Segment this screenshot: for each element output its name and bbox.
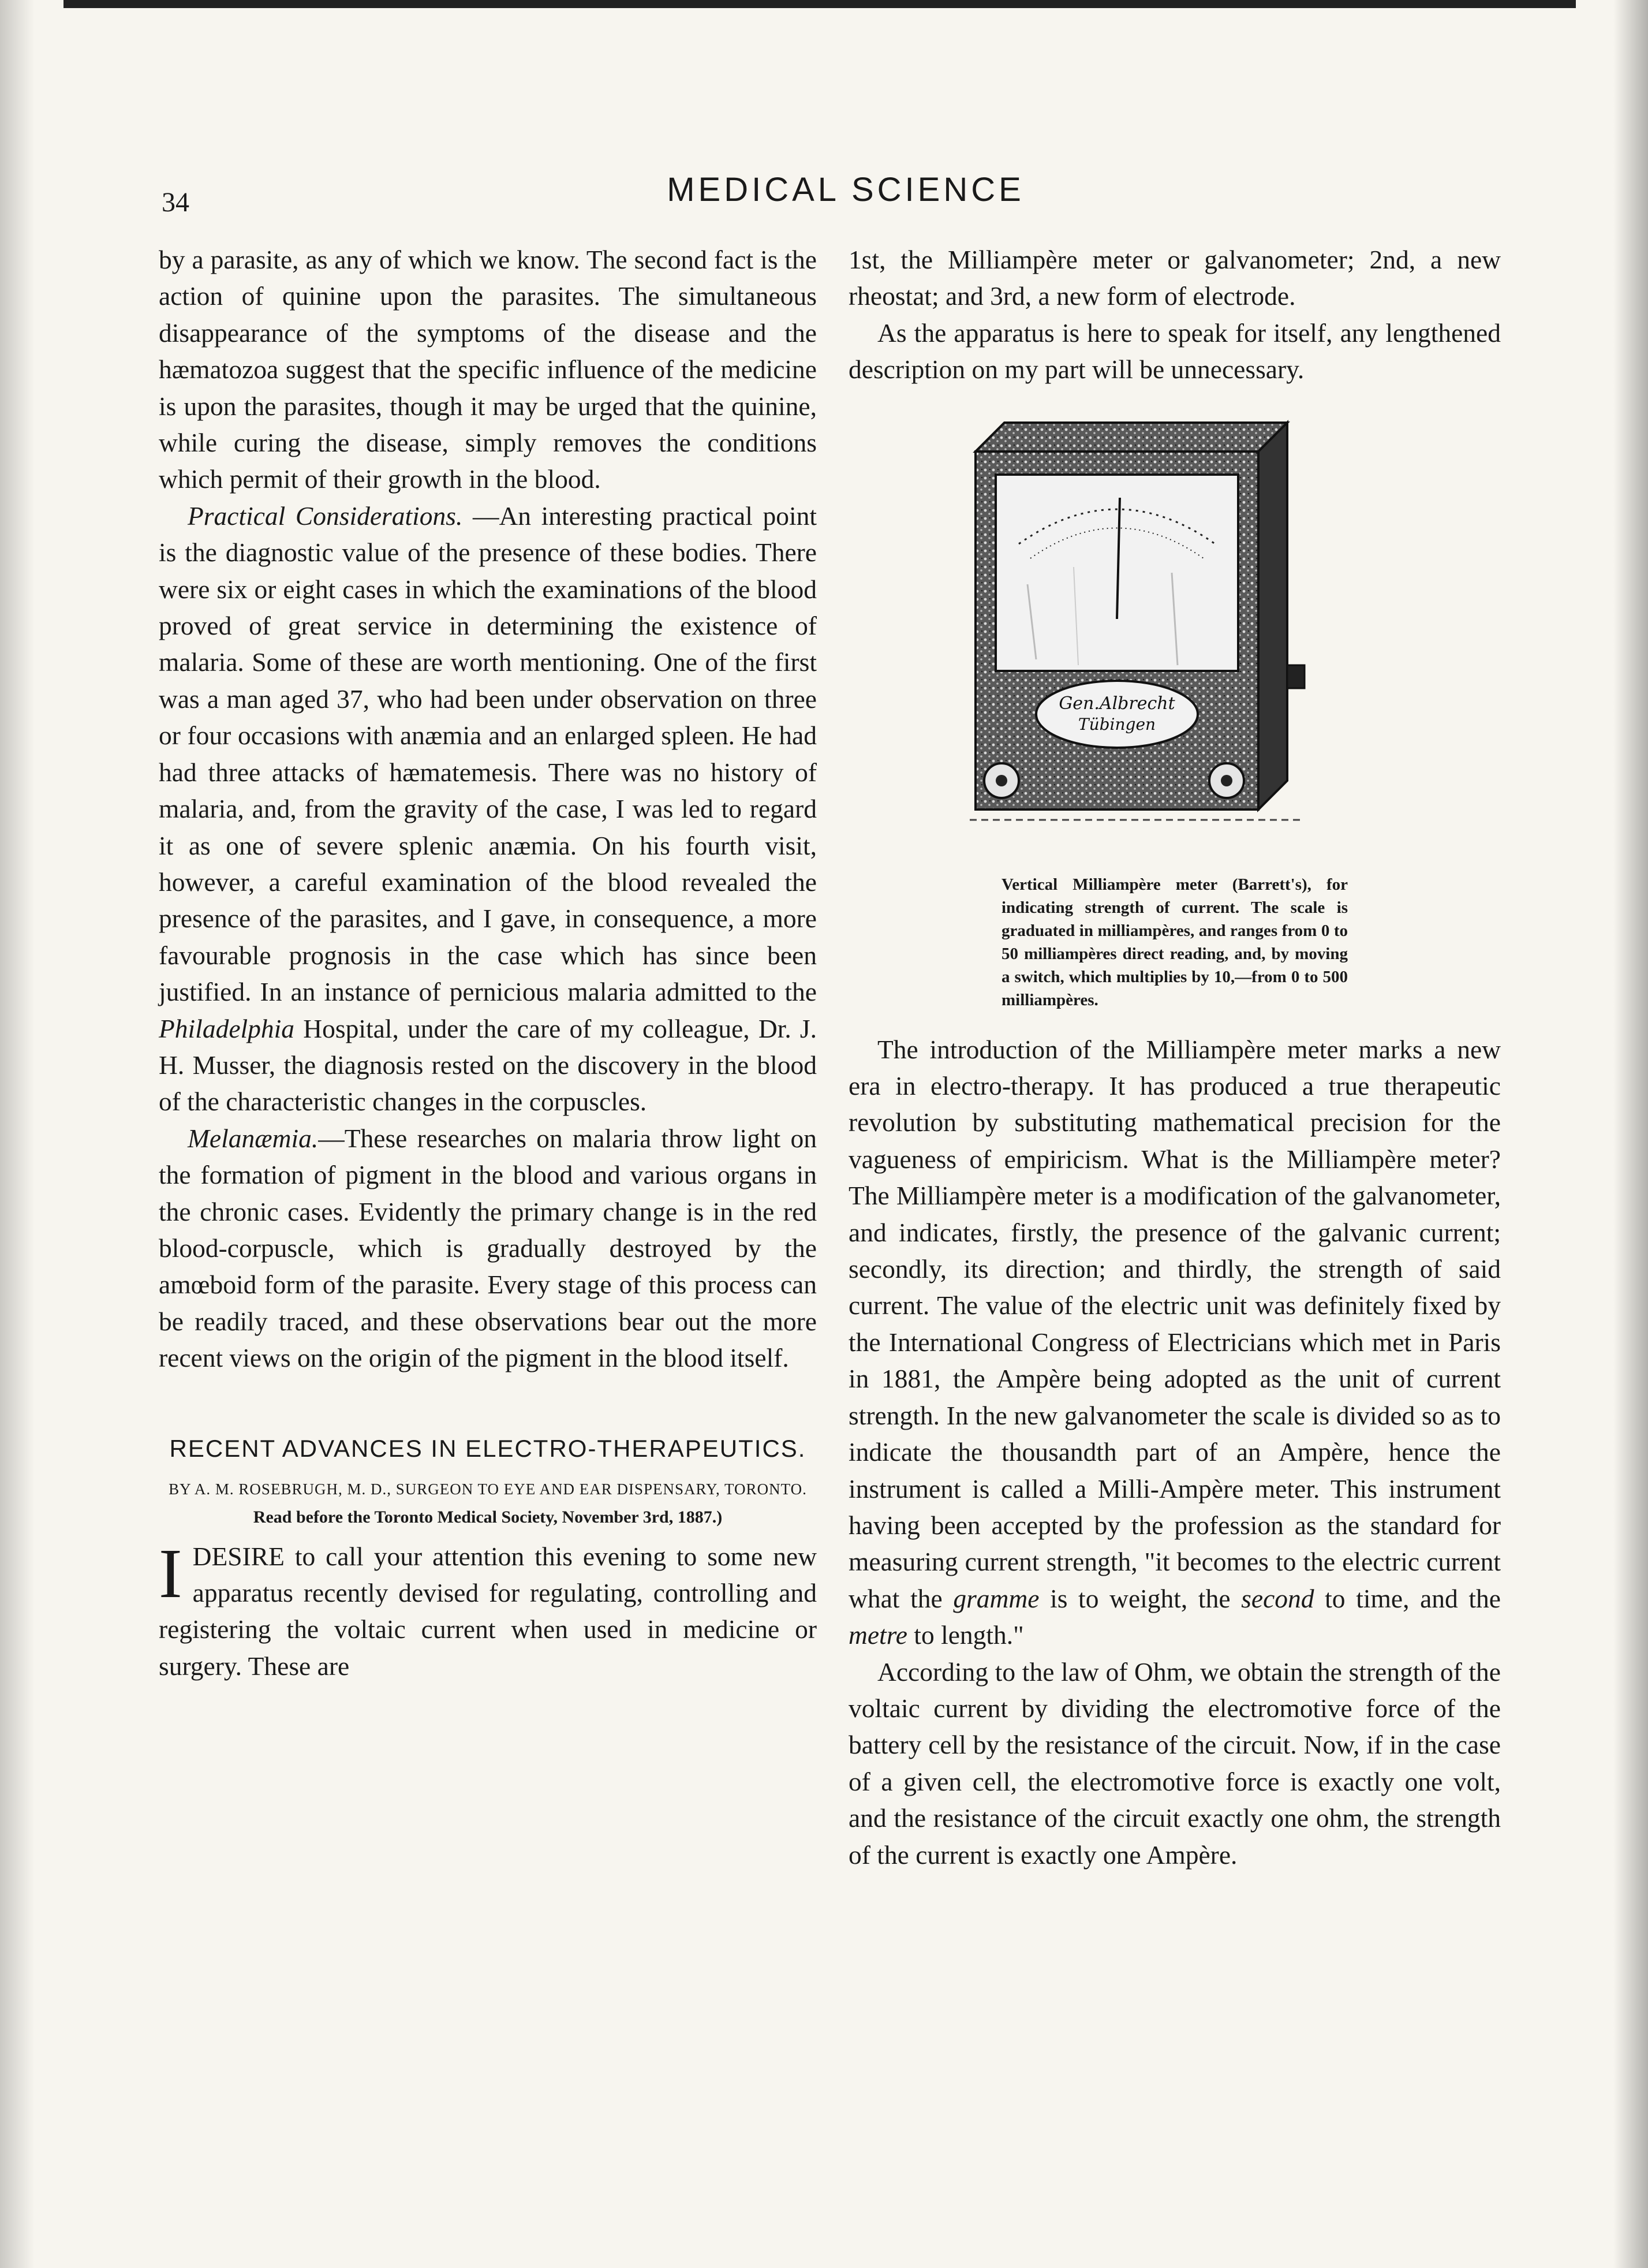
- paragraph-ohms-law: According to the law of Ohm, we obtain the strength of the voltaic current by dividing the electromotive force of the battery cell by the resistance of the circuit. Now, if in the case of a given cell, the electromotive force is exactly one volt, and the resistance of the circuit exactly one ohm, the strength of the current is exactly one Ampère.: [849, 1657, 1501, 1870]
- paragraph-practical-considerations: [159, 498, 817, 1120]
- article-intro: [159, 1534, 817, 1685]
- figure-caption: Vertical Milliampère meter (Barrett's), for indicating strength of current. The scale is graduated in milliampères, and ranges from 0 to 50 milliampères direct reading, and, by moving a switch, which multiplies by 10,—from 0 to 500 milliampères.: [1001, 875, 1348, 1009]
- milliampere-text-d: to length.": [907, 1620, 1024, 1650]
- read-before-note: Read before the Toronto Medical Society, November 3rd, 1887.): [253, 1507, 723, 1527]
- right-page-edge-shadow: [1613, 0, 1648, 2268]
- milliampere-text-b: is to weight, the: [1039, 1583, 1242, 1613]
- practical-end: Hospital, under the care of my colleague, Dr. J. H. Musser, the diagnosis rested on the discovery in the blood of the characteristic changes in the corpuscles.: [159, 1013, 817, 1117]
- article-byline: BY A. M. ROSEBRUGH, M. D., SURGEON TO EYE AND EAR DISPENSARY, TORONTO.: [169, 1480, 807, 1498]
- paragraph-parasite-conclusion: by a parasite, as any of which we know. The second fact is the action of quinine upon the parasites. The simultaneous disappearance of the symptoms of the disease and the hæmatozoa suggest that the specific influence of the medicine is upon the parasites, though it may be urged that the quinine, while curing the disease, simply removes the conditions which permit of their growth in the blood.: [159, 245, 817, 494]
- milliampere-meter-illustration: [935, 411, 1420, 861]
- intro-text: DESIRE to call your attention this evening to some new apparatus recently devised for regulating, controlling and registering the voltaic current when used in medicine or surgery. These are: [159, 1541, 817, 1681]
- right-column: [849, 241, 1501, 1873]
- word-second: second: [1241, 1583, 1314, 1613]
- dial-maker-line-1: Gen.Albrecht: [1059, 693, 1175, 714]
- page-header: [156, 170, 1535, 217]
- practical-body: —An interesting practical point is the diagnostic value of the presence of these bodies. There were six or eight cases in which the examinations of the blood proved of great service in determining the existence of malaria. Some of these are worth mentioning. One of the first was a man aged 37, who had been under observation on three or four occasions with anæmia and an enlarged spleen. He had had three attacks of hæmatemesis. There was no history of malaria, and, from the gravity of the case, I was led to regard it as one of severe splenic anæmia. On his fourth visit, however, a careful examination of the blood revealed the presence of the parasites, and I gave, in consequence, a more favourable prognosis in the case which has since been justified. In an instance of pernicious malaria admitted to the: [159, 501, 817, 1007]
- page-number: 34: [162, 187, 189, 218]
- left-column: [159, 241, 817, 1684]
- section-heading-melanaemia: Melanæmia.: [188, 1123, 319, 1153]
- top-border: [63, 0, 1576, 8]
- journal-title: MEDICAL SCIENCE: [667, 171, 1025, 208]
- paragraph-milliampere-meter: [849, 1031, 1501, 1654]
- milliampere-text-c: to time, and the: [1314, 1583, 1501, 1613]
- milliampere-meter-figure: [849, 411, 1501, 1012]
- word-metre: metre: [849, 1620, 907, 1650]
- melanaemia-body: —These researches on malaria throw light on the formation of pigment in the blood and various organs in the chronic cases. Evidently the primary change is in the red blood-corpuscle, which is gradually destroyed by the amœboid form of the parasite. Every stage of this process can be readily traced, and these observations bear out the more recent views on the origin of the pigment in the blood itself.: [159, 1123, 817, 1373]
- drop-cap: I: [159, 1534, 182, 1613]
- milliampere-text-a: The introduction of the Milliampère meter marks a new era in electro-therapy. It has produced a true therapeutic revolution by substituting mathematical precision for the vagueness of empiricism. What is the Milliampère meter? The Milliampère meter is a modification of the galvanometer, and indicates, firstly, the presence of the galvanic current; secondly, its direction; and thirdly, the strength of said current. The value of the electric unit was definitely fixed by the International Congress of Electricians which met in Paris in 1881, the Ampère being adopted as the unit of current strength. In the new galvanometer the scale is divided so as to indicate the thousandth part of an Ampère, hence the instrument is called a Milli-Ampère meter. This instrument having been accepted by the profession as the standard for measuring current strength, "it becomes to the electric current what the: [849, 1034, 1501, 1613]
- word-gramme: gramme: [953, 1583, 1040, 1613]
- hospital-name: Philadelphia: [159, 1013, 295, 1043]
- paragraph-apparatus-list: 1st, the Milliampère meter or galvanometer; 2nd, a new rheostat; and 3rd, a new form of electrode.: [849, 245, 1501, 311]
- paragraph-apparatus-speaks: As the apparatus is here to speak for itself, any lengthened description on my part will be unnecessary.: [849, 318, 1501, 385]
- dial-maker-line-2: Tübingen: [1078, 714, 1156, 734]
- left-page-edge-shadow: [0, 0, 35, 2268]
- paragraph-melanaemia: [159, 1120, 817, 1377]
- article-title: RECENT ADVANCES IN ELECTRO-THERAPEUTICS.: [169, 1434, 806, 1462]
- section-heading-practical: Practical Considerations.: [188, 501, 463, 531]
